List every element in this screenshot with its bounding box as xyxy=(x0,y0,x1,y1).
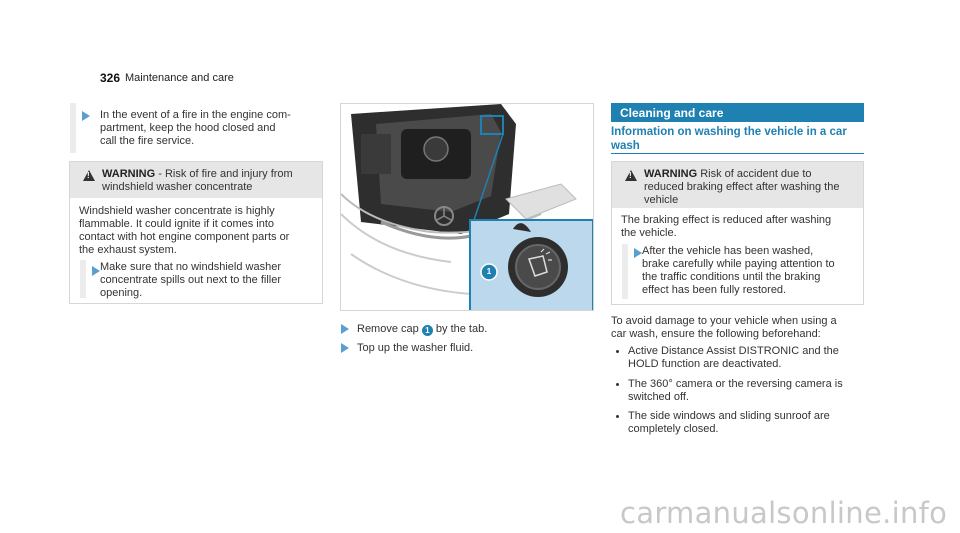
bullet-dot xyxy=(616,383,619,386)
step-remove-cap: Remove cap 1 by the tab. xyxy=(357,323,488,335)
subheading-rule xyxy=(611,153,864,154)
list-item: Active Distance Assist DISTRONIC and the HOLD function are deactivated. xyxy=(628,345,839,370)
section-name: Maintenance and care xyxy=(125,72,234,84)
step-top-up: Top up the washer fluid. xyxy=(357,342,474,354)
callout-badge-1: 1 xyxy=(422,325,433,336)
warning-label: WARNING xyxy=(102,168,156,180)
engine-bay-drawing xyxy=(341,104,593,310)
warning-step-text: Make sure that no windshield washer concentrate spills out next to the filler opening. xyxy=(100,261,281,299)
warning-title: WARNING Risk of accident due to reduced braking effect after washing the vehicle xyxy=(644,168,840,206)
section-title-bar xyxy=(611,103,864,122)
list-item: The 360° camera or the reversing camera is switched off. xyxy=(628,378,843,403)
step-rail xyxy=(80,260,86,298)
warning-box-carwash xyxy=(611,161,864,305)
warning-step-text: After the vehicle has been washed, brake carefully while paying attention to the traffic conditions until the braking effect has been fully restored. xyxy=(642,245,835,296)
callout-number-1: 1 xyxy=(486,267,492,276)
warning-icon: ! xyxy=(83,170,95,181)
carwash-intro: To avoid damage to your vehicle when using a car wash, ensure the following beforehand: xyxy=(611,315,837,340)
arrow-icon xyxy=(634,248,642,258)
engine-illustration xyxy=(340,103,594,311)
list-item: The side windows and sliding sunroof are completely closed. xyxy=(628,410,830,435)
section-title: Cleaning and care xyxy=(620,106,724,120)
warning-body: The braking effect is reduced after washing the vehicle. xyxy=(621,214,832,239)
warning-body: Windshield washer concentrate is highly flammable. It could ignite if it comes into contact with hot engine component parts or the exhaust system. xyxy=(79,205,290,256)
arrow-icon xyxy=(341,343,349,353)
step-rail xyxy=(622,244,628,299)
warning-box xyxy=(69,161,323,304)
subheading: Information on washing the vehicle in a car wash xyxy=(611,126,847,152)
arrow-icon xyxy=(341,324,349,334)
page-number: 326 xyxy=(100,71,121,85)
step-rail xyxy=(70,103,76,153)
arrow-icon xyxy=(82,111,90,121)
warning-title: WARNING - Risk of fire and injury from windshield washer concentrate xyxy=(102,168,293,193)
bullet-dot xyxy=(616,415,619,418)
step-fire-text: In the event of a fire in the engine com- partment, keep the hood closed and call the fire service. xyxy=(100,109,291,147)
bullet-dot xyxy=(616,350,619,353)
arrow-icon xyxy=(92,266,100,276)
warning-icon: ! xyxy=(625,170,637,181)
warning-label: WARNING xyxy=(644,168,698,180)
watermark: carmanualsonline.info xyxy=(620,496,948,530)
